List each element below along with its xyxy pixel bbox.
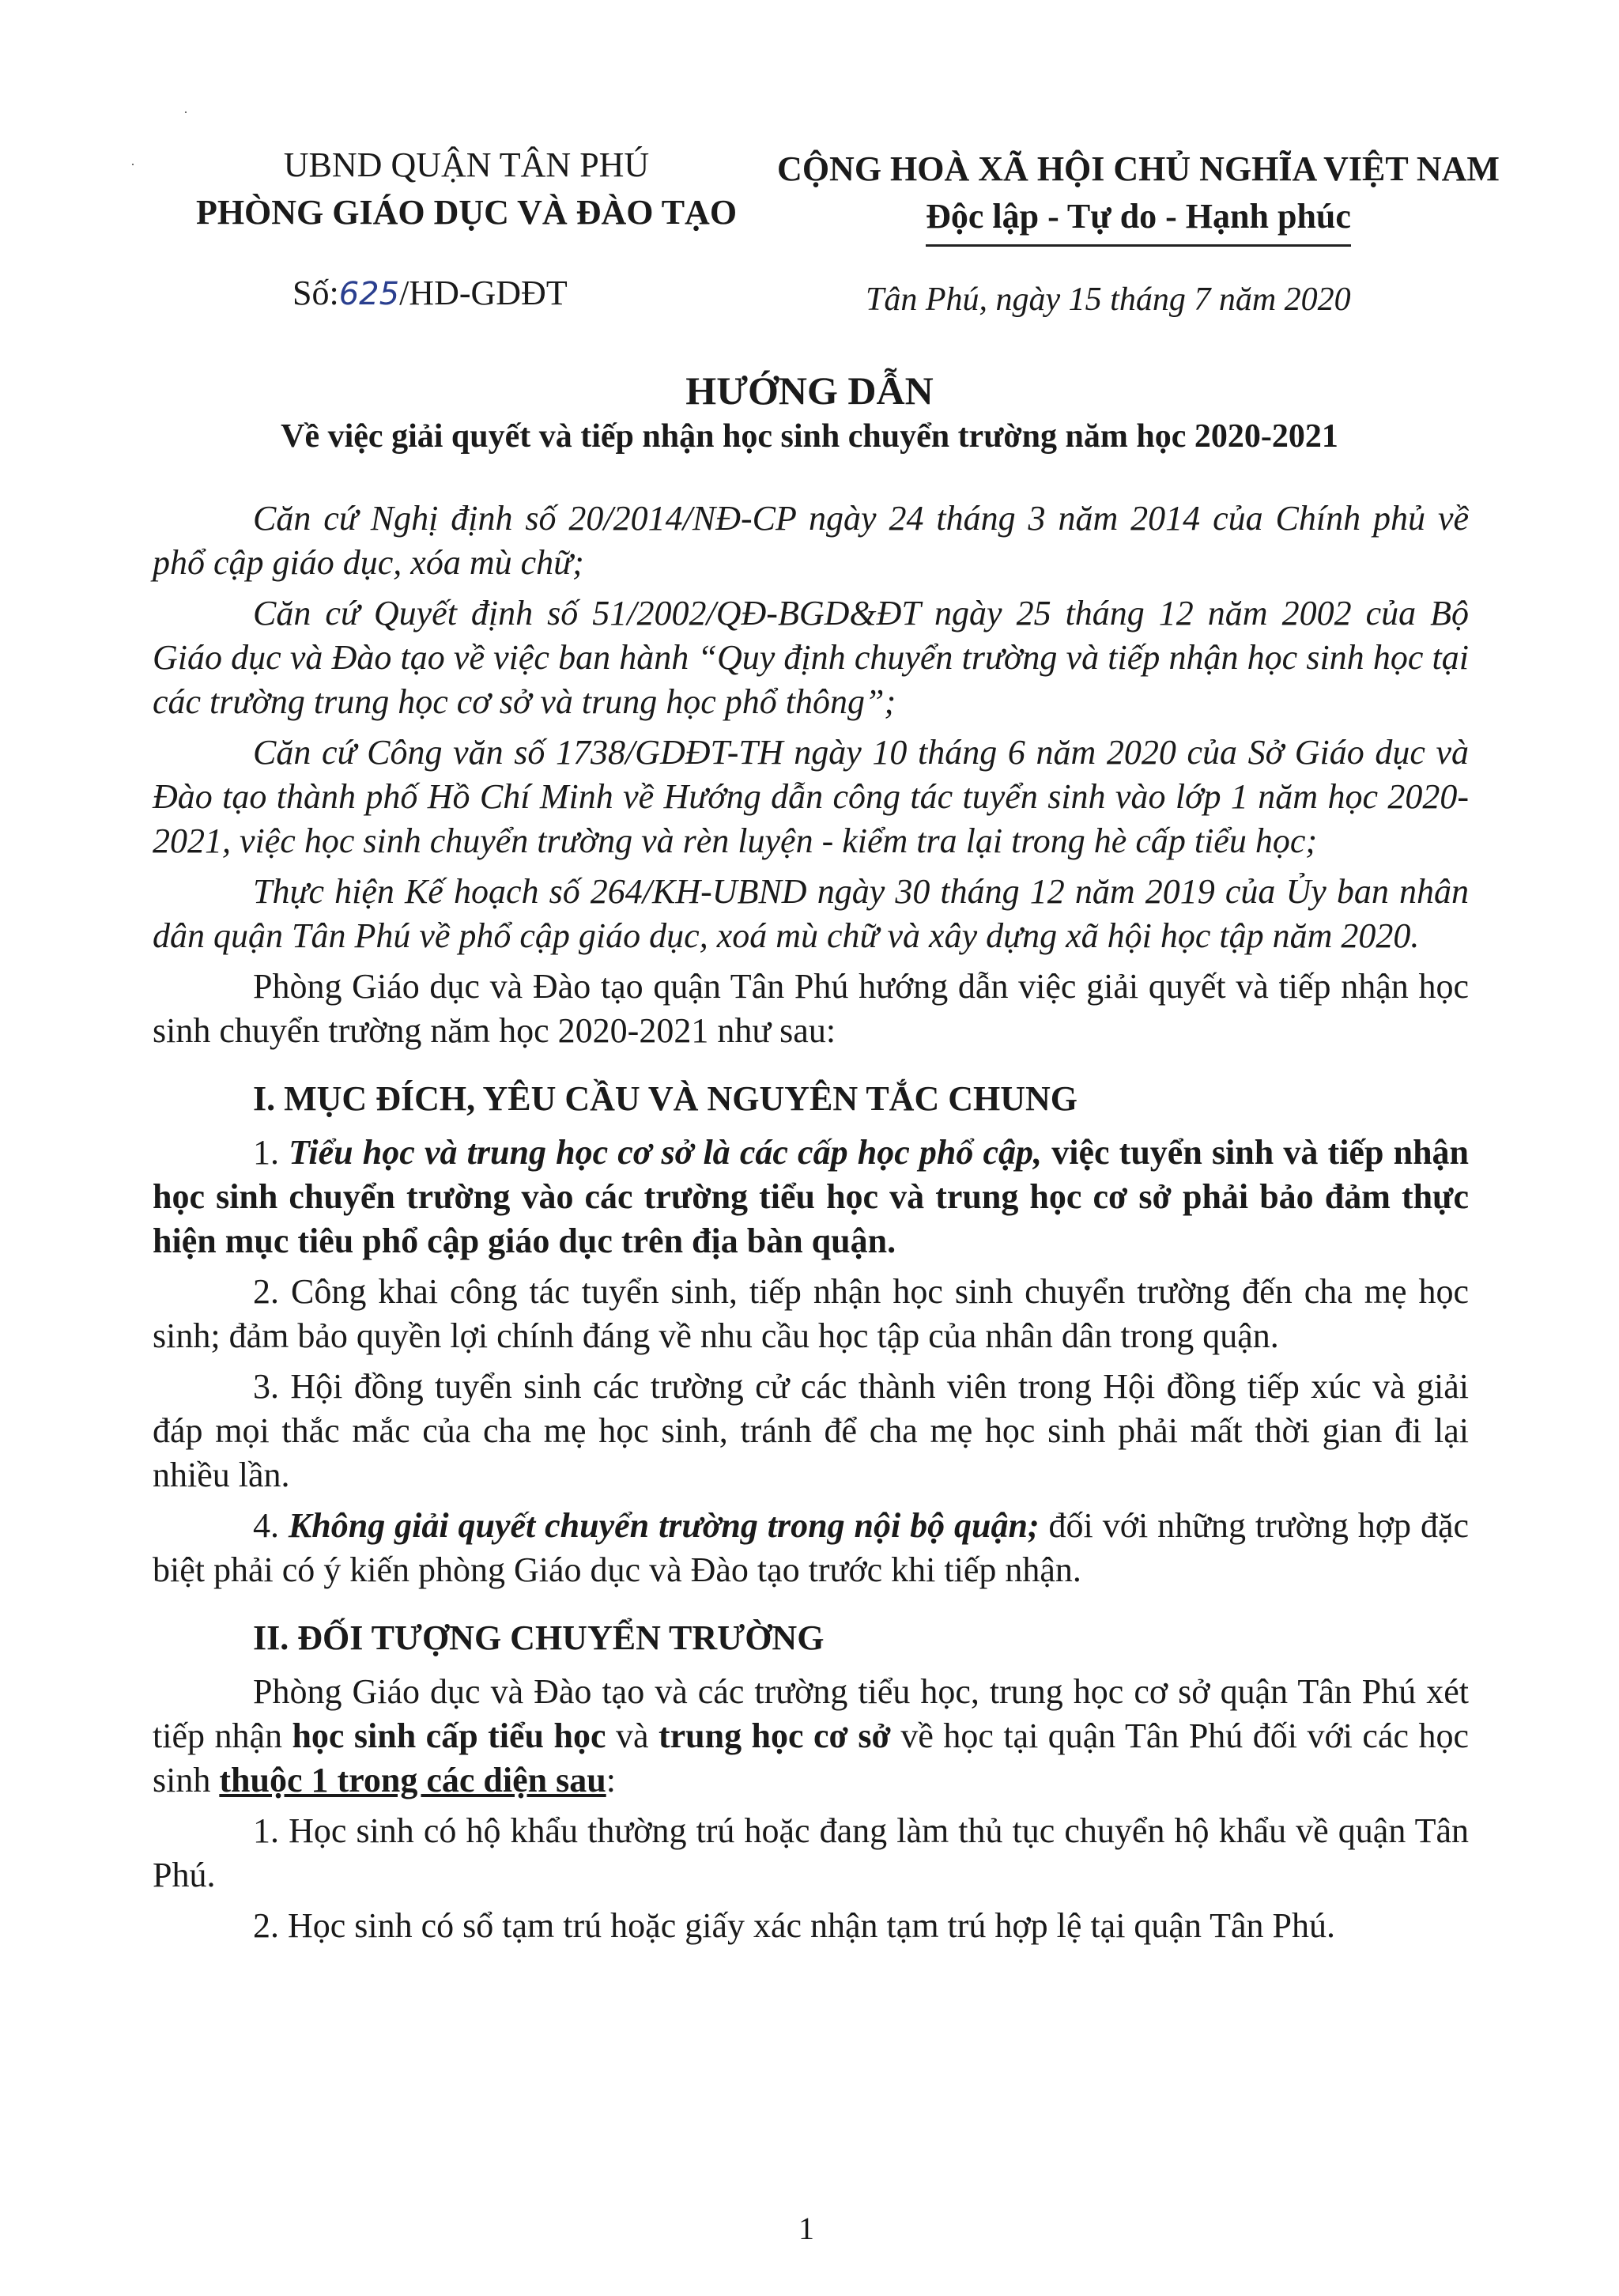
text-run: và bbox=[606, 1716, 659, 1755]
section2-item1: 1. Học sinh có hộ khẩu thường trú hoặc đang làm thủ tục chuyển hộ khẩu về quận Tân Phú. bbox=[153, 1811, 1469, 1894]
document-number-handwritten: 625 bbox=[338, 276, 400, 312]
national-motto: Độc lập - Tự do - Hạnh phúc bbox=[926, 192, 1351, 247]
item-bold-text: việc tuyển sinh và tiếp nhận học sinh chuyển trường vào các trường tiểu học và trung học cơ sở phải bảo đảm thực hiện mục tiêu phổ cập giáo dục trên địa bàn quận. bbox=[153, 1133, 1470, 1260]
item-number: 4. bbox=[253, 1506, 289, 1545]
section2-item2: 2. Học sinh có sổ tạm trú hoặc giấy xác nhận tạm trú hợp lệ tại quận Tân Phú. bbox=[253, 1906, 1336, 1945]
issue-date: Tân Phú, ngày 15 tháng 7 năm 2020 bbox=[866, 281, 1351, 318]
document-number-suffix: /HD-GDĐT bbox=[399, 274, 568, 312]
issuer-block bbox=[142, 142, 791, 237]
section1-item2: 2. Công khai công tác tuyển sinh, tiếp nhận học sinh chuyển trường đến cha mẹ học sinh; đảm bảo quyền lợi chính đáng về nhu cầu học tập của nhân dân trong quận. bbox=[153, 1272, 1469, 1355]
document-title: HƯỚNG DẪN bbox=[685, 368, 934, 413]
underlined-bold-run: thuộc 1 trong các diện sau bbox=[219, 1761, 606, 1799]
intro-paragraph: Phòng Giáo dục và Đào tạo quận Tân Phú hướng dẫn việc giải quyết và tiếp nhận học sinh chuyển trường năm học 2020-2021 như sau: bbox=[153, 967, 1469, 1050]
bold-run: học sinh cấp tiểu học bbox=[292, 1716, 606, 1755]
text-run: : bbox=[606, 1761, 616, 1799]
section1-item3: 3. Hội đồng tuyển sinh các trường cử các thành viên trong Hội đồng tiếp xúc và giải đáp mọi thắc mắc của cha mẹ học sinh, tránh để cha mẹ học sinh phải mất thời gian đi lại nhiều lần. bbox=[153, 1367, 1469, 1494]
item-number: 1. bbox=[253, 1133, 289, 1172]
issuer-district: UBND QUẬN TÂN PHÚ bbox=[283, 145, 650, 184]
basis-paragraph: Thực hiện Kế hoạch số 264/KH-UBND ngày 30 tháng 12 năm 2019 của Ủy ban nhân dân quận Tân Phú về phổ cập giáo dục, xoá mù chữ và xây dựng xã hội học tập năm 2020. bbox=[153, 872, 1469, 955]
item-emphasis: Không giải quyết chuyển trường trong nội bộ quận; bbox=[288, 1506, 1040, 1545]
document-number-prefix: Số: bbox=[292, 274, 339, 312]
document-body bbox=[153, 497, 1469, 1954]
section-heading: II. ĐỐI TƯỢNG CHUYỂN TRƯỜNG bbox=[253, 1618, 825, 1657]
bold-run: trung học cơ sở bbox=[658, 1716, 891, 1755]
scan-speck: · bbox=[183, 104, 188, 120]
text-run: về học tại quận Tân Phú đối với các học sinh bbox=[153, 1716, 1469, 1799]
text-run: Phòng Giáo dục và Đào tạo và các trường tiểu học, trung học cơ sở quận Tân Phú xét tiếp nhận bbox=[153, 1672, 1469, 1755]
basis-paragraph: Căn cứ Quyết định số 51/2002/QĐ-BGD&ĐT ngày 25 tháng 12 năm 2002 của Bộ Giáo dục và Đào tạo về việc ban hành “Quy định chuyển trường và tiếp nhận học sinh học tại các trường trung học cơ sở và trung học phổ thông”; bbox=[153, 594, 1469, 721]
section1-item4 bbox=[153, 1504, 1469, 1592]
document-subtitle: Về việc giải quyết và tiếp nhận học sinh chuyển trường năm học 2020-2021 bbox=[281, 418, 1338, 455]
country-name: CỘNG HOÀ XÃ HỘI CHỦ NGHĨA VIỆT NAM bbox=[777, 149, 1500, 188]
scan-speck: · bbox=[130, 157, 135, 172]
section1-item1 bbox=[153, 1131, 1469, 1263]
item-emphasis: Tiểu học và trung học cơ sở là các cấp học phổ cập, bbox=[289, 1133, 1043, 1172]
basis-paragraph: Căn cứ Nghị định số 20/2014/NĐ-CP ngày 24 tháng 3 năm 2014 của Chính phủ về phổ cập giáo dục, xóa mù chữ; bbox=[153, 499, 1469, 582]
issuer-department: PHÒNG GIÁO DỤC VÀ ĐÀO TẠO bbox=[195, 193, 738, 232]
national-motto-block bbox=[759, 146, 1518, 247]
item-text: đối với những trường hợp đặc biệt phải có ý kiến phòng Giáo dục và Đào tạo trước khi tiếp nhận. bbox=[153, 1506, 1470, 1589]
page-number: 1 bbox=[798, 2211, 814, 2246]
document-number bbox=[292, 273, 568, 313]
section2-intro bbox=[153, 1670, 1469, 1803]
section-heading: I. MỤC ĐÍCH, YÊU CẦU VÀ NGUYÊN TẮC CHUNG bbox=[253, 1079, 1078, 1118]
basis-paragraph: Căn cứ Công văn số 1738/GDĐT-TH ngày 10 tháng 6 năm 2020 của Sở Giáo dục và Đào tạo thành phố Hồ Chí Minh về Hướng dẫn công tác tuyển sinh vào lớp 1 năm học 2020-2021, việc học sinh chuyển trường và rèn luyện - kiểm tra lại trong hè cấp tiểu học; bbox=[153, 733, 1469, 860]
